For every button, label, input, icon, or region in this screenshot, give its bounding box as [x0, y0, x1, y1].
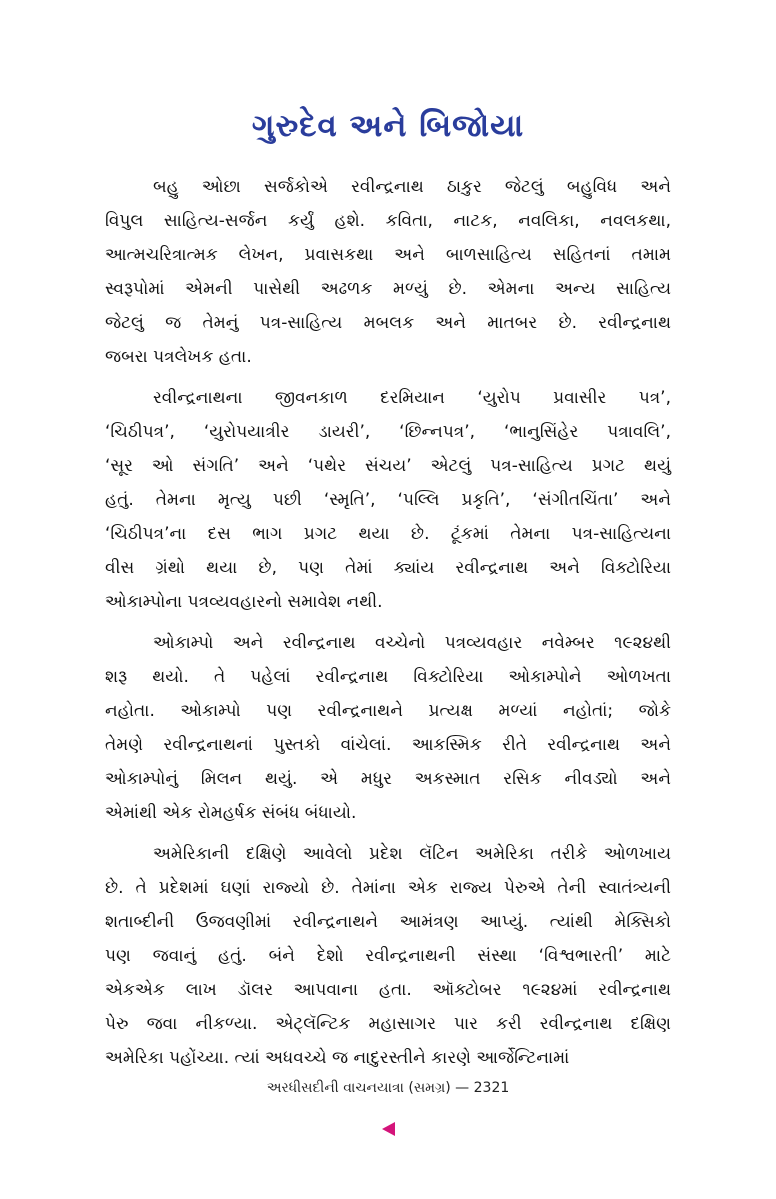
text-line: અમેરિકાની દક્ષિણે આવેલો પ્રદેશ લૅટિન અમેરિકા તરીકે ઓળખાય: [153, 844, 671, 864]
page-title: ગુરુદેવ અને બિજોયા: [251, 108, 525, 144]
text-line: તેમણે રવીન્દ્રનાથનાં પુસ્તકો વાંચેલાં. આકસ્મિક રીતે રવીન્દ્રનાથ અને: [105, 735, 671, 755]
text-line: પણ જવાનું હતું. બંને દેશો રવીન્દ્રનાથની સંસ્થા ‘વિશ્વભારતી’ માટે: [105, 946, 671, 966]
page-footer: અરધીસદીની વાચનયાત્રા (સમગ્ર) — 2321: [266, 1080, 510, 1096]
text-line: ‘સૂર ઓ સંગતિ’ અને ‘પથેર સંચય’ એટલું પત્ર-સાહિત્ય પ્રગટ થયું: [105, 456, 671, 476]
text-line: અમેરિકા પહોંચ્યા. ત્યાં અધવચ્ચે જ નાદુરસ્તીને કારણે આર્જેન્ટિનામાં: [105, 1048, 570, 1068]
text-line: શતાબ્દીની ઉજવણીમાં રવીન્દ્રનાથને આમંત્રણ આપ્યું. ત્યાંથી મેક્સિકો: [105, 912, 671, 932]
text-line: બહુ ઓછા સર્જકોએ રવીન્દ્રનાથ ઠાકુર જેટલું બહુવિધ અને: [153, 177, 671, 197]
text-line: હતું. તેમના મૃત્યુ પછી ‘સ્મૃતિ’, ‘પલ્લિ પ્રકૃતિ’, ‘સંગીતચિંતા’ અને: [105, 490, 671, 510]
text-line: શરૂ થયો. તે પહેલાં રવીન્દ્રનાથ વિક્ટોરિયા ઓકામ્પોને ઓળખતા: [105, 667, 671, 687]
text-line: જબરા પત્રલેખક હતા.: [105, 347, 252, 367]
text-line: જેટલું જ તેમનું પત્ર-સાહિત્ય મબલક અને માતબર છે. રવીન્દ્રનાથ: [105, 313, 671, 333]
body-text: [105, 170, 671, 1082]
text-line: ઓકામ્પોનું મિલન થયું. એ મધુર અકસ્માત રસિક નીવડ્યો અને: [105, 769, 671, 789]
text-line: એકએક લાખ ડૉલર આપવાના હતા. ઑક્ટોબર ૧૯૨૪માં રવીન્દ્રનાથ: [105, 980, 671, 1000]
text-line: આત્મચરિત્રાત્મક લેખન, પ્રવાસકથા અને બાળસાહિત્ય સહિતનાં તમામ: [105, 245, 671, 265]
paragraph: [105, 170, 671, 374]
paragraph: [105, 381, 671, 619]
text-line: એમાંથી એક રોમહર્ષક સંબંધ બંધાયો.: [105, 803, 357, 823]
text-line: ઓકામ્પો અને રવીન્દ્રનાથ વચ્ચેનો પત્રવ્યવહાર નવેમ્બર ૧૯૨૪થી: [153, 633, 671, 653]
text-line: ‘ચિઠીપત્ર’, ‘યુરોપયાત્રીર ડાયરી’, ‘છિન્નપત્ર’, ‘ભાનુસિંહેર પત્રાવલિ’,: [105, 422, 671, 442]
text-line: સ્વરૂપોમાં એમની પાસેથી અઢળક મળ્યું છે. એમના અન્ય સાહિત્ય: [105, 279, 671, 299]
text-line: રવીન્દ્રનાથના જીવનકાળ દરમિયાન ‘યુરોપ પ્રવાસીર પત્ર’,: [153, 388, 671, 408]
text-line: પેરુ જવા નીકળ્યા. એટ્લૅન્ટિક મહાસાગર પાર કરી રવીન્દ્રનાથ દક્ષિણ: [105, 1014, 671, 1034]
paragraph: [105, 626, 671, 830]
paragraph: [105, 837, 671, 1075]
text-line: વીસ ગ્રંથો થયા છે, પણ તેમાં ક્યાંય રવીન્દ્રનાથ અને વિક્ટોરિયા: [105, 558, 671, 578]
text-line: ‘ચિઠીપત્ર’ના દસ ભાગ પ્રગટ થયા છે. ટૂંકમાં તેમના પત્ર-સાહિત્યના: [105, 524, 671, 544]
prev-page-icon[interactable]: [382, 1122, 395, 1136]
text-line: છે. તે પ્રદેશમાં ઘણાં રાજ્યો છે. તેમાંના એક રાજ્ય પેરુએ તેની સ્વાતંત્ર્યની: [105, 878, 671, 898]
text-line: વિપુલ સાહિત્ય-સર્જન કર્યું હશે. કવિતા, નાટક, નવલિકા, નવલકથા,: [105, 211, 671, 231]
text-line: ઓકામ્પોના પત્રવ્યવહારનો સમાવેશ નથી.: [105, 592, 383, 612]
text-line: નહોતા. ઓકામ્પો પણ રવીન્દ્રનાથને પ્રત્યક્ષ મળ્યાં નહોતાં; જોકે: [105, 701, 671, 721]
